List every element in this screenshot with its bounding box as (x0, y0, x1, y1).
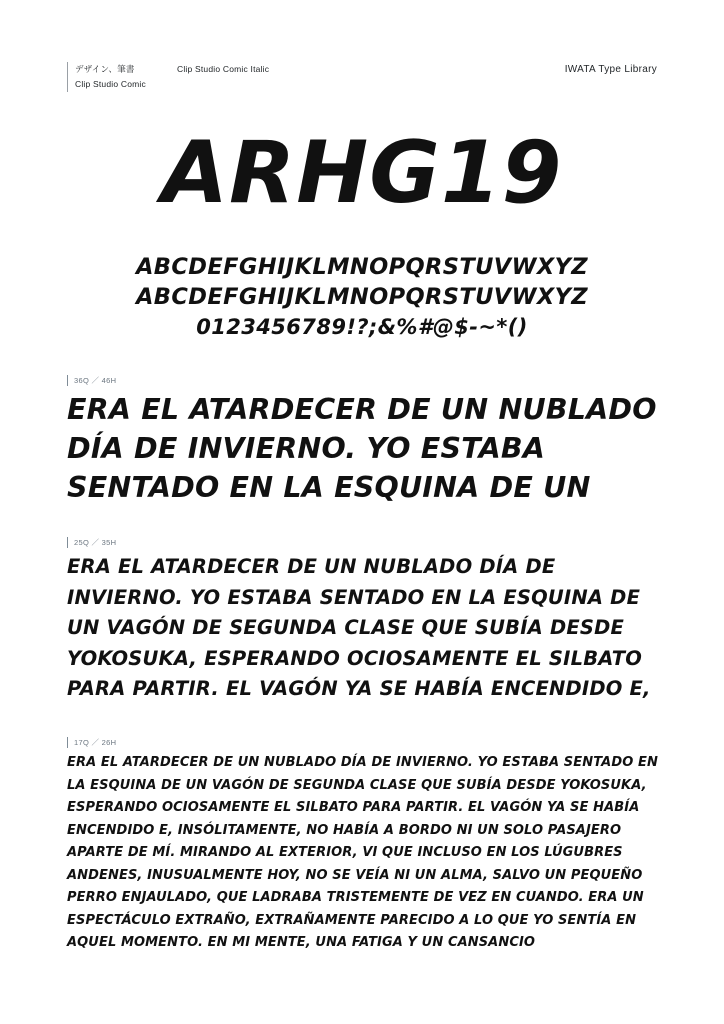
size-tag-25q: 25Q ／ 35H (67, 537, 116, 548)
glyph-row-lowercase: ABCDEFGHIJKLMNOPQRSTUVWXYZ (135, 284, 588, 310)
sample-paragraph: ERA EL ATARDECER DE UN NUBLADO DÍA DE INVIERNO. YO ESTABA SENTADO EN LA ESQUINA DE UN VAGÓN DE SEGUNDA CLASE QUE SUBÍA DESDE YOKOSUKA, ESPERANDO OCIOSAMENTE EL SILBATO PARA PARTIR. EL VAGÓN YA SE HABÍA ENCENDIDO E, (67, 555, 651, 700)
font-category-label: デザイン、筆書 (75, 64, 135, 74)
font-style-label: Clip Studio Comic Italic (177, 64, 270, 74)
sample-text-17q (67, 752, 667, 955)
library-label: IWATA Type Library (564, 64, 657, 75)
glyph-row-uppercase: ABCDEFGHIJKLMNOPQRSTUVWXYZ (135, 254, 588, 280)
size-tag-36q: 36Q ／ 46H (67, 375, 116, 386)
sample-text-36q (67, 390, 667, 507)
glyph-set (0, 252, 724, 342)
sample-paragraph: ERA EL ATARDECER DE UN NUBLADO DÍA DE INVIERNO. YO ESTABA SENTADO EN LA ESQUINA DE UN VAGÓN DE SEGUNDA CLASE QUE SUBÍA DESDE YOKOSUKA, ESPERANDO OCIOSAMENTE EL SILBATO PARA PARTIR. EL VAGÓN YA SE HABÍA ENCENDIDO E, INSÓLITAMENTE, NO HABÍA A BORDO NI UN SOLO PASAJERO APARTE DE MÍ. MIRANDO AL EXTERIOR, VI QUE INCLUSO EN LOS LÚGUBRES ANDENES, INUSUALMENTE HOY, NO SE VEÍA NI UN ALMA, SALVO UN PEQUEÑO PERRO ENJAULADO, QUE LADRABA TRISTEMENTE DE VEZ EN CUANDO. ERA UN ESPECTÁCULO EXTRAÑO, EXTRAÑAMENTE PARECIDO A LO QUE YO SENTÍA EN AQUEL MOMENTO. EN MI MENTE, UNA FATIGA Y UN CANSANCIO (67, 755, 658, 950)
sample-paragraph: ERA EL ATARDECER DE UN NUBLADO DÍA DE INVIERNO. YO ESTABA SENTADO EN LA ESQUINA DE UN (67, 393, 657, 504)
size-tag-17q: 17Q ／ 26H (67, 737, 116, 748)
sample-text-25q (67, 552, 667, 705)
glyph-row-numerals: 0123456789!?;&%#@$-~*() (196, 315, 528, 339)
font-family-label: Clip Studio Comic (75, 79, 146, 89)
page-header (67, 62, 657, 100)
font-family-block (67, 62, 169, 92)
hero-specimen-text: ARHG19 (161, 123, 563, 223)
